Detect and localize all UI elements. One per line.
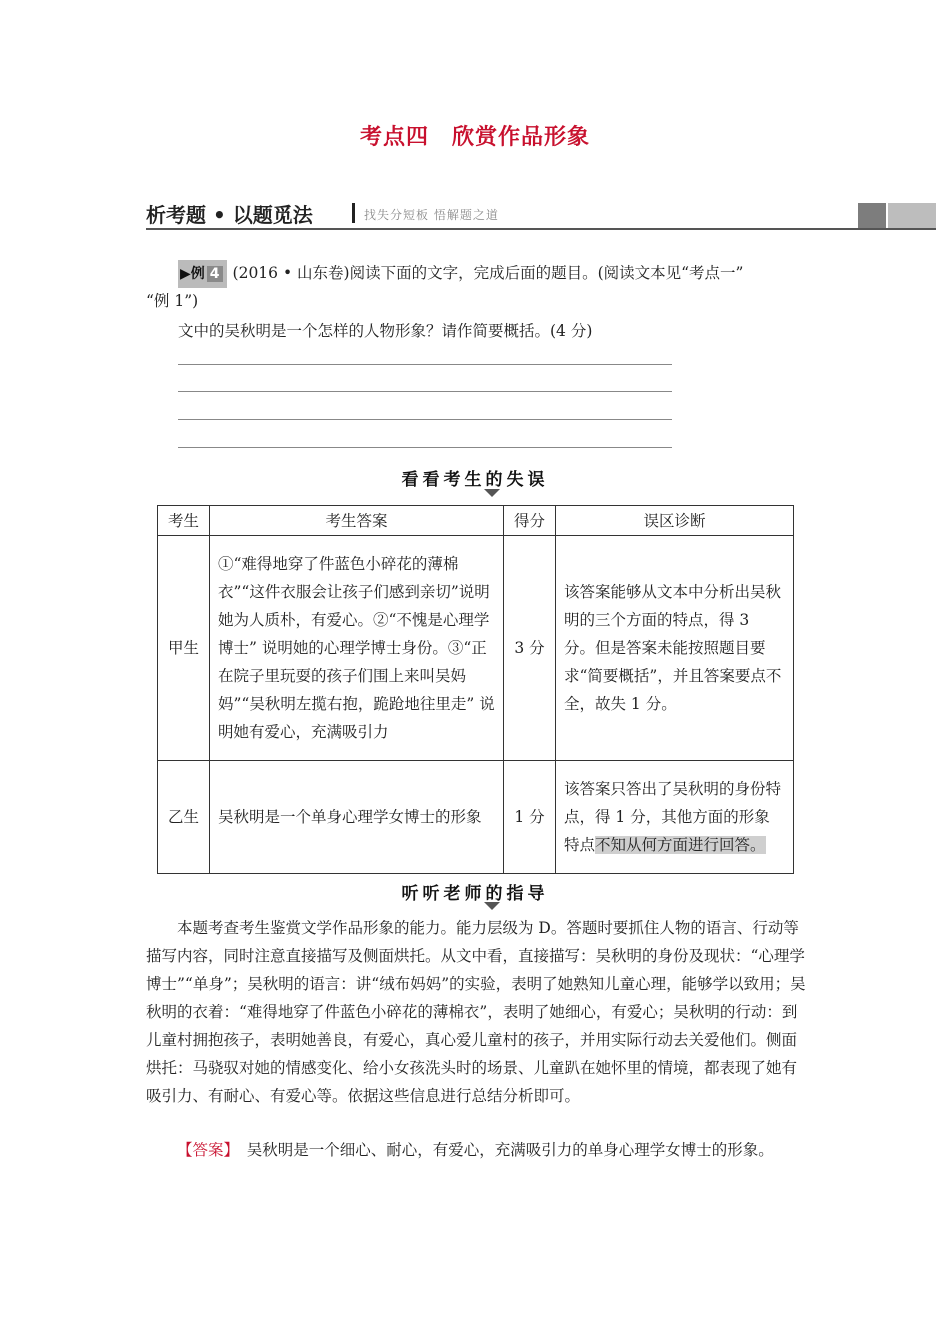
table-row <box>158 761 794 874</box>
student-score: 3 分 <box>504 536 556 761</box>
banner-teacher: 听听老师的指导 <box>401 884 549 904</box>
example-intro: (2016 • 山东卷)阅读下面的文字，完成后面的题目。(阅读文本见“考点一” <box>232 264 744 282</box>
answer-line <box>178 447 672 448</box>
student-name: 乙生 <box>158 761 210 874</box>
section-header <box>146 197 936 231</box>
banner-arrow-icon <box>484 489 500 497</box>
header-student: 考生 <box>158 506 210 536</box>
diagnosis: 该答案能够从文本中分析出吴秋明的三个方面的特点，得 3 分。但是答案未能按照题目要求“简要概括”，并且答案要点不全，故失 1 分。 <box>556 536 794 761</box>
mistakes-table <box>157 505 794 874</box>
table-row <box>158 536 794 761</box>
example-badge: ▶例 4 <box>178 260 227 288</box>
page-title: 考点四 欣赏作品形象 <box>359 125 590 150</box>
banner-mistakes: 看看考生的失误 <box>401 470 549 490</box>
banner-arrow-icon <box>484 902 500 910</box>
answer-line <box>178 364 672 365</box>
student-score: 1 分 <box>504 761 556 874</box>
analysis-paragraph: 本题考查考生鉴赏文学作品形象的能力。能力层级为 D。答题时要抓住人物的语言、行动等描写内容，同时注意直接描写及侧面烘托。从文中看，直接描写：吴秋明的身份及现状：“心理学博士”“单身”；吴秋明的语言：讲“绒布妈妈”的实验，表明了她熟知儿童心理，能够学以致用；吴秋明的衣着：“难得地穿了件蓝色小碎花的薄棉衣”，表明了她细心，有爱心；吴秋明的行动：到儿童村拥抱孩子，表明她善良，有爱心，真心爱儿童村的孩子，并用实际行动去关爱他们。侧面烘托：马骁驭对她的情感变化、给小女孩洗头时的场景、儿童趴在她怀里的情境，都表现了她有吸引力、有耐心、有爱心等。依据这些信息进行总结分析即可。 <box>146 919 806 1105</box>
table-header-row <box>158 506 794 536</box>
section-divider <box>352 203 355 223</box>
header-score: 得分 <box>504 506 556 536</box>
diagnosis <box>556 761 794 874</box>
section-subtitle: 找失分短板 悟解题之道 <box>364 208 499 222</box>
diagnosis-highlight: 不知从何方面进行回答。 <box>595 836 766 854</box>
answer-paragraph <box>146 1136 810 1164</box>
section-title: 析考题 • 以题觅法 <box>146 203 313 227</box>
answer-line <box>178 419 672 420</box>
student-name: 甲生 <box>158 536 210 761</box>
example-line-1 <box>178 259 798 288</box>
decor-block-dark <box>858 203 886 228</box>
header-diagnosis: 误区诊断 <box>556 506 794 536</box>
example-line-2: “例 1”) <box>146 292 199 310</box>
example-question: 文中的吴秋明是一个怎样的人物形象？请作简要概括。(4 分) <box>178 322 593 340</box>
diagnosis-text: 该答案只答出了吴秋明的身份特点，得 1 分，其他方面的形象特点 <box>564 780 782 854</box>
answer-text: 吴秋明是一个细心、耐心，有爱心，充满吸引力的单身心理学女博士的形象。 <box>246 1141 774 1159</box>
example-number: 4 <box>207 266 223 282</box>
student-answer: 吴秋明是一个单身心理学女博士的形象 <box>210 761 504 874</box>
decor-block-light <box>888 203 936 228</box>
section-rule <box>146 228 936 230</box>
header-answer: 考生答案 <box>210 506 504 536</box>
answer-tag: 【答案】 <box>177 1141 232 1159</box>
student-answer: ①“难得地穿了件蓝色小碎花的薄棉衣”“这件衣服会让孩子们感到亲切”说明她为人质朴，有爱心。②“不愧是心理学博士” 说明她的心理学博士身份。③“正在院子里玩耍的孩子们围上来叫吴妈妈”“吴秋明左揽右抱，跪跄地往里走” 说明她有爱心，充满吸引力 <box>210 536 504 761</box>
answer-line <box>178 391 672 392</box>
